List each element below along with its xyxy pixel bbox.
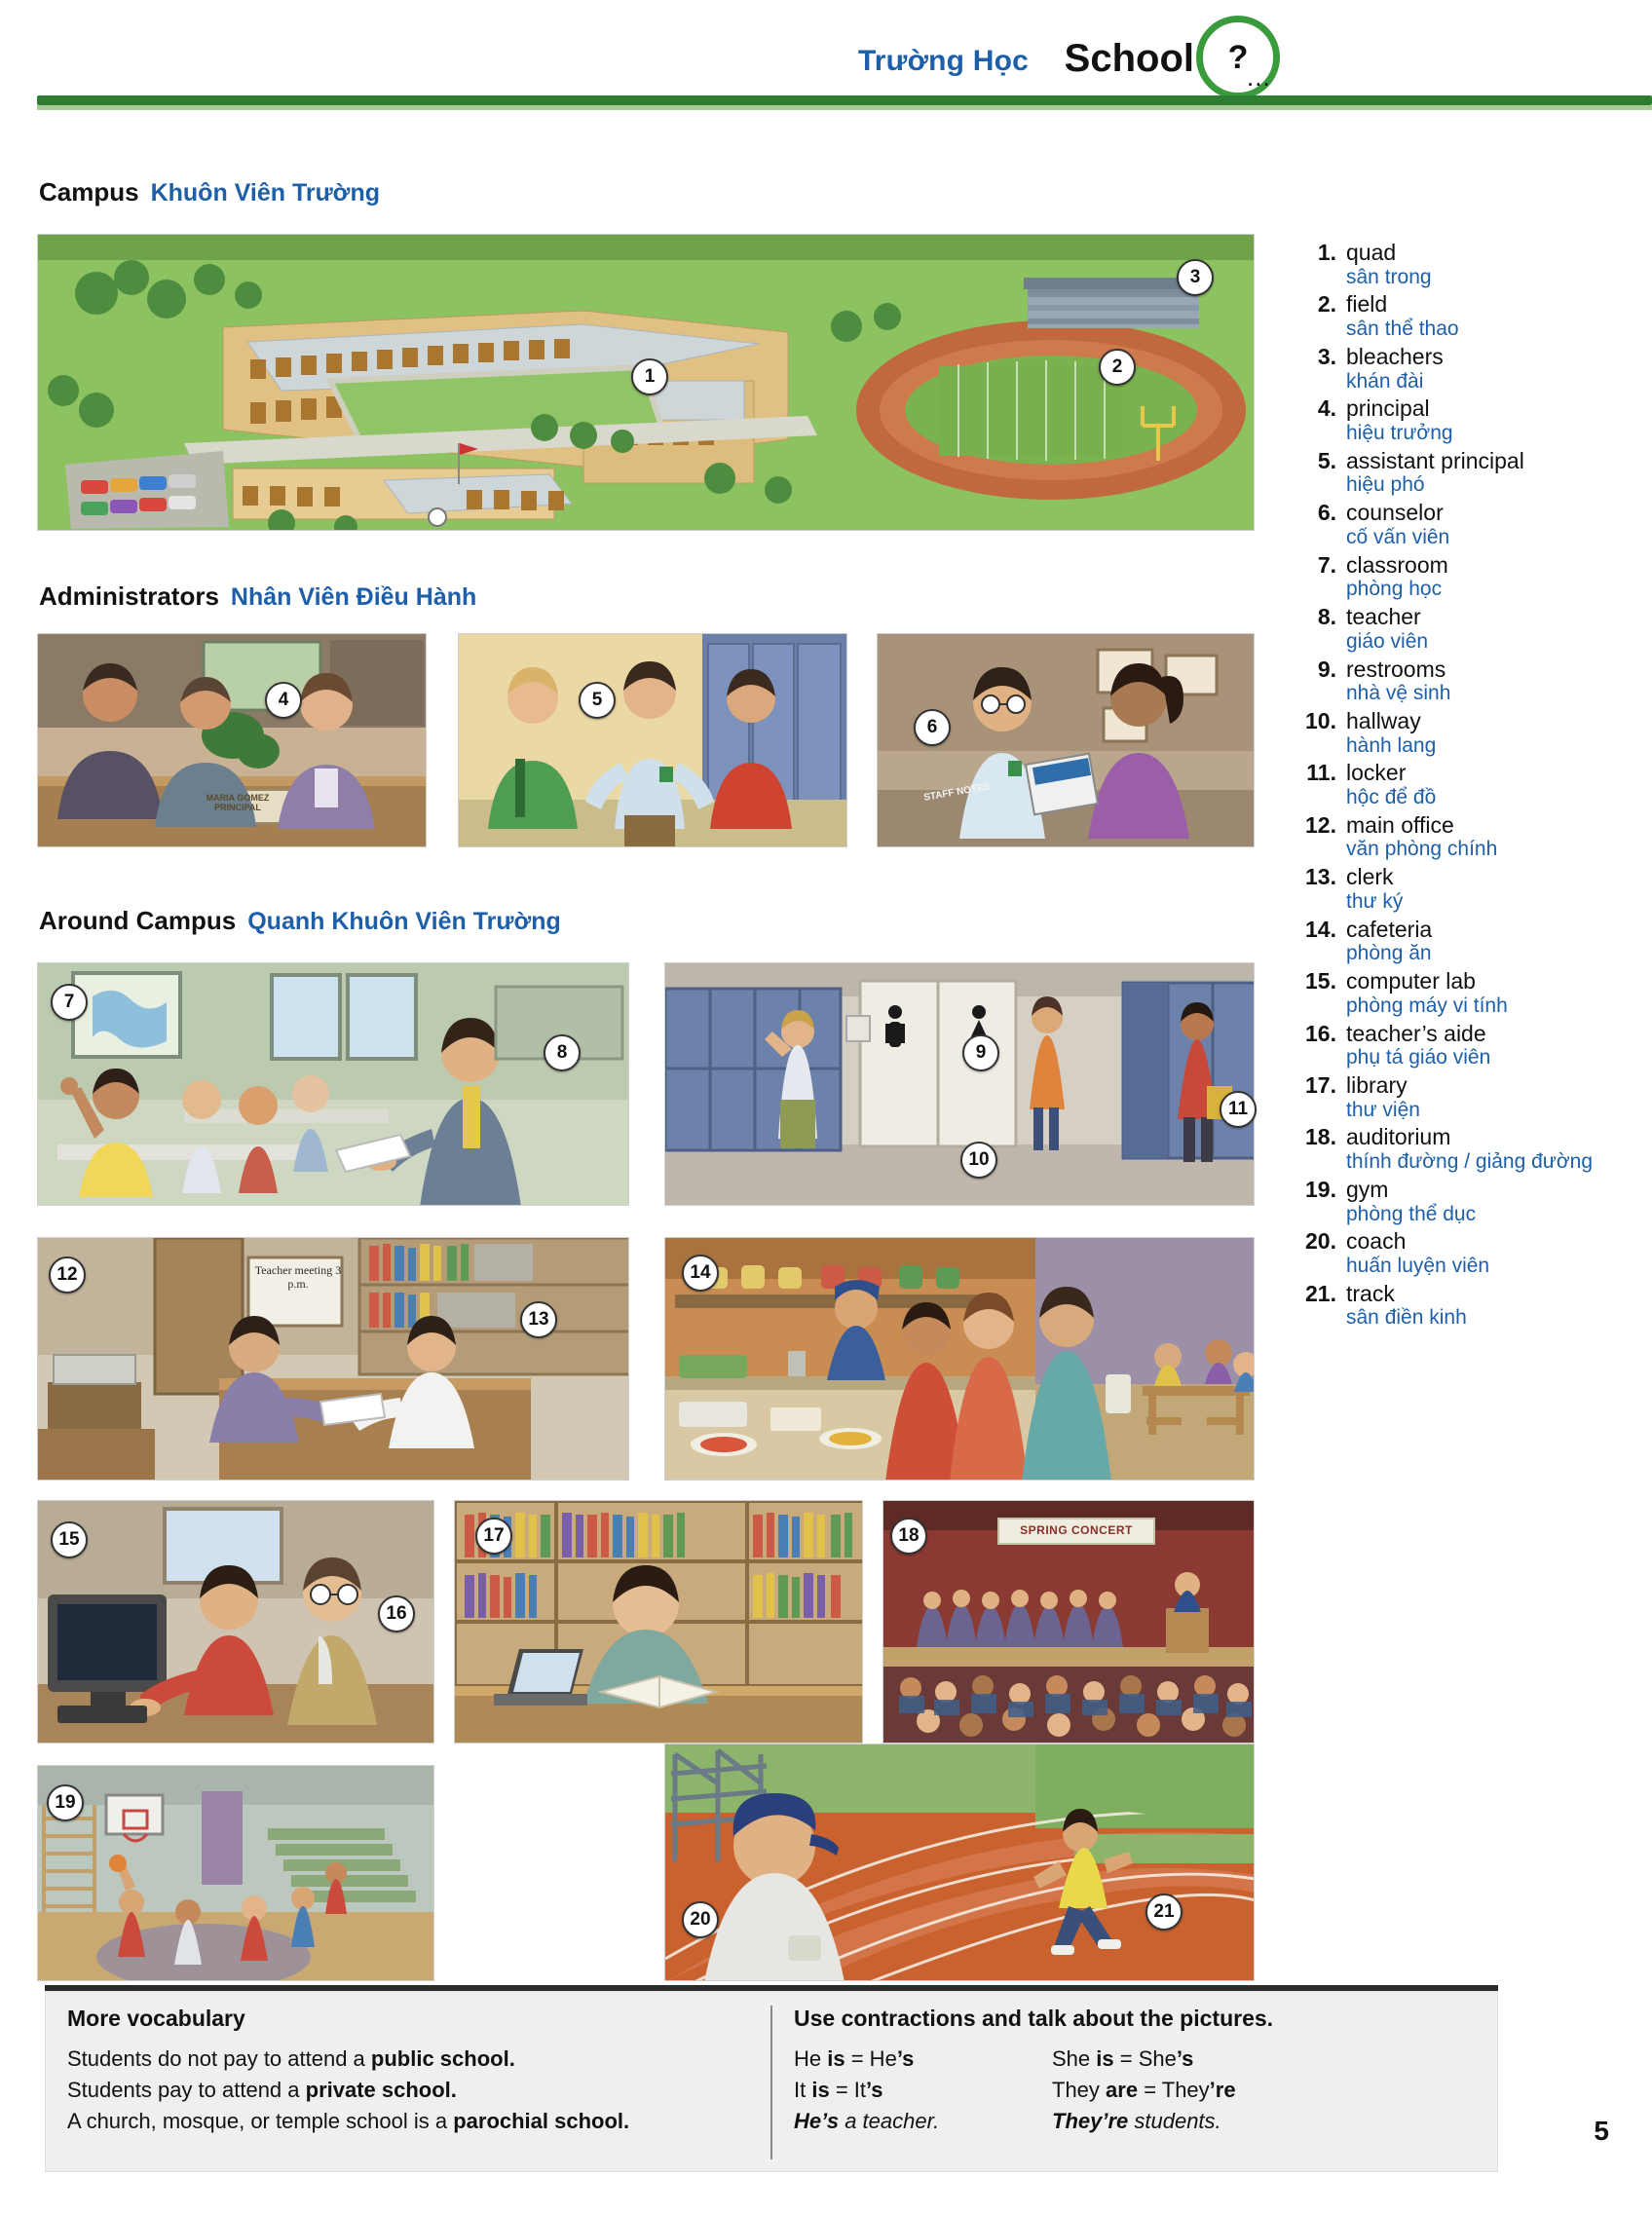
marker-11[interactable]: 11 <box>1220 1091 1257 1128</box>
illustration-hallway-restrooms-lockers <box>664 962 1255 1206</box>
word-list-item <box>1305 448 1597 498</box>
word-number: 12. <box>1305 811 1336 838</box>
marker-3[interactable]: 3 <box>1177 259 1214 296</box>
word-number: 18. <box>1305 1124 1336 1150</box>
word-en: computer lab <box>1346 968 1476 994</box>
contraction-it <box>794 2075 1052 2106</box>
spring-concert-banner: SPRING CONCERT <box>1020 1523 1133 1537</box>
word-en: locker <box>1346 760 1407 786</box>
word-en: coach <box>1346 1228 1407 1255</box>
contractions-column <box>794 2006 1476 2137</box>
contraction-row <box>794 2075 1476 2106</box>
word-vn: sân thể thao <box>1346 318 1459 341</box>
marker-13[interactable]: 13 <box>520 1301 557 1338</box>
question-mark-icon: ? <box>1227 38 1249 76</box>
word-list-item <box>1305 344 1597 394</box>
word-list-item <box>1305 500 1597 549</box>
c-bold1: are <box>1106 2077 1139 2102</box>
section-heading-administrators <box>39 581 476 612</box>
contraction-he <box>794 2044 1052 2075</box>
illustration-auditorium <box>882 1500 1255 1744</box>
contractions-title: Use contractions and talk about the pictures. <box>794 2006 1274 2031</box>
page-number: 5 <box>1594 2116 1609 2146</box>
page-header <box>0 0 1652 117</box>
illustration-library <box>454 1500 863 1744</box>
c-pre: They <box>1052 2077 1107 2102</box>
word-en: counselor <box>1346 500 1444 526</box>
c-pre: It <box>794 2077 812 2102</box>
word-vn: cố vấn viên <box>1346 525 1450 548</box>
word-en: clerk <box>1346 864 1394 890</box>
ellipsis-icon: ... <box>1247 62 1271 92</box>
more-vocabulary-line <box>67 2106 749 2137</box>
marker-2[interactable]: 2 <box>1099 349 1136 386</box>
contraction-she <box>1052 2044 1193 2075</box>
marker-16[interactable]: 16 <box>378 1595 415 1632</box>
word-list-item <box>1305 1124 1597 1174</box>
word-vn: phụ tá giáo viên <box>1346 1046 1491 1069</box>
illustration-gym <box>37 1765 434 1981</box>
help-bubble[interactable] <box>1196 16 1290 99</box>
word-en: hallway <box>1346 707 1421 733</box>
word-en: classroom <box>1346 551 1448 578</box>
more-vocabulary-column <box>67 2006 749 2137</box>
word-number: 15. <box>1305 968 1336 994</box>
example-rest: a teacher. <box>839 2108 940 2133</box>
section-heading-around-campus <box>39 906 561 936</box>
marker-18[interactable]: 18 <box>890 1518 927 1555</box>
word-number: 3. <box>1317 343 1336 369</box>
page-title-english: School <box>1064 37 1194 80</box>
section-heading-administrators-en: Administrators <box>39 581 219 611</box>
contraction-row <box>794 2044 1476 2075</box>
word-en: gym <box>1346 1176 1389 1202</box>
word-en: teacher <box>1346 604 1421 630</box>
footer-column-divider <box>770 2006 772 2159</box>
footer-box <box>45 1991 1498 2172</box>
marker-4[interactable]: 4 <box>265 682 302 719</box>
word-vn: phòng thể dục <box>1346 1202 1477 1225</box>
word-number: 6. <box>1317 500 1336 526</box>
example-he <box>794 2106 1052 2137</box>
word-en: restrooms <box>1346 656 1446 682</box>
word-vn: nhà vệ sinh <box>1346 682 1451 705</box>
marker-17[interactable]: 17 <box>475 1518 512 1555</box>
more-vocabulary-line <box>67 2044 749 2075</box>
word-list-item <box>1305 552 1597 602</box>
section-heading-around-campus-en: Around Campus <box>39 906 237 935</box>
marker-8[interactable]: 8 <box>544 1034 581 1071</box>
word-list-item <box>1305 760 1597 809</box>
word-list-item <box>1305 1021 1597 1070</box>
illustration-classroom <box>37 962 629 1206</box>
marker-9[interactable]: 9 <box>962 1034 999 1071</box>
line-bold: private school. <box>305 2077 457 2102</box>
marker-12[interactable]: 12 <box>49 1257 86 1294</box>
word-list-item <box>1305 1228 1597 1278</box>
word-en: track <box>1346 1280 1395 1306</box>
word-number: 1. <box>1317 240 1336 265</box>
word-vn: khán đài <box>1346 369 1424 393</box>
line-bold: public school. <box>370 2046 515 2071</box>
header-divider <box>37 95 1652 105</box>
word-vn: sân điền kinh <box>1346 1306 1467 1330</box>
word-number: 4. <box>1317 395 1336 422</box>
marker-20[interactable]: 20 <box>682 1901 719 1938</box>
word-en: bleachers <box>1346 343 1444 369</box>
marker-1[interactable]: 1 <box>631 358 668 395</box>
c-bold1: is <box>827 2046 845 2071</box>
word-vn: hiệu trưởng <box>1346 421 1453 444</box>
illustration-track-coach <box>664 1744 1255 1981</box>
c-bold1: is <box>811 2077 830 2102</box>
word-number: 13. <box>1305 864 1336 890</box>
word-list-item <box>1305 1072 1597 1122</box>
marker-15[interactable]: 15 <box>51 1521 88 1558</box>
section-heading-administrators-vn: Nhân Viên Điều Hành <box>230 583 477 611</box>
line-bold: parochial school. <box>453 2108 630 2133</box>
line-text: A church, mosque, or temple school is a <box>67 2108 454 2133</box>
word-number: 14. <box>1305 916 1336 942</box>
staff-notes-label: STAFF NOTES <box>922 781 992 804</box>
word-en: assistant principal <box>1346 447 1524 473</box>
word-vn: hiệu phó <box>1346 473 1425 497</box>
word-list-item <box>1305 968 1597 1018</box>
c-pre: He <box>794 2046 828 2071</box>
word-number: 7. <box>1317 551 1336 578</box>
word-number: 5. <box>1317 447 1336 473</box>
c-mid: = It <box>829 2077 866 2102</box>
c-bold1: is <box>1096 2046 1114 2071</box>
word-vn: văn phòng chính <box>1346 838 1498 861</box>
word-list-item <box>1305 395 1597 445</box>
c-pre: She <box>1052 2046 1097 2071</box>
marker-14[interactable]: 14 <box>682 1255 719 1292</box>
word-vn: thư ký <box>1346 889 1404 913</box>
word-vn: phòng học <box>1346 578 1443 601</box>
word-number: 17. <box>1305 1072 1336 1098</box>
word-list-item <box>1305 656 1597 706</box>
word-number: 16. <box>1305 1020 1336 1046</box>
word-list-item <box>1305 864 1597 914</box>
vocabulary-word-list <box>1305 240 1597 1332</box>
section-heading-campus-en: Campus <box>39 177 139 206</box>
marker-10[interactable]: 10 <box>960 1142 997 1179</box>
word-vn: hộc để đồ <box>1346 786 1437 809</box>
word-en: library <box>1346 1072 1408 1098</box>
word-number: 11. <box>1306 760 1336 786</box>
c-bold2: ’s <box>896 2046 915 2071</box>
header-divider-secondary <box>37 105 1652 110</box>
word-list-item <box>1305 291 1597 341</box>
line-text: Students pay to attend a <box>67 2077 306 2102</box>
word-list-item <box>1305 1177 1597 1226</box>
word-number: 21. <box>1305 1280 1336 1306</box>
teacher-meeting-note: Teacher meeting 3 p.m. <box>254 1263 342 1292</box>
marker-6[interactable]: 6 <box>914 709 951 746</box>
marker-21[interactable]: 21 <box>1145 1894 1183 1931</box>
nameplate-text: MARIA GOMEZ PRINCIPAL <box>206 793 270 813</box>
word-number: 20. <box>1305 1228 1336 1255</box>
illustration-assistant-principal-hallway <box>458 633 847 847</box>
illustration-principal-office <box>37 633 427 847</box>
word-vn: phòng máy vi tính <box>1346 994 1508 1017</box>
illustration-main-office <box>37 1237 629 1481</box>
word-number: 8. <box>1317 604 1336 630</box>
c-bold2: ’re <box>1209 2077 1236 2102</box>
example-row <box>794 2106 1476 2137</box>
word-vn: giáo viên <box>1346 629 1429 653</box>
line-text: Students do not pay to attend a <box>67 2046 371 2071</box>
word-en: main office <box>1346 811 1454 838</box>
more-vocabulary-title: More vocabulary <box>67 2006 245 2031</box>
word-en: cafeteria <box>1346 916 1433 942</box>
word-en: teacher’s aide <box>1346 1020 1486 1046</box>
word-number: 9. <box>1317 656 1336 682</box>
word-en: field <box>1346 291 1388 318</box>
c-mid: = She <box>1113 2046 1177 2071</box>
example-they <box>1052 2106 1221 2137</box>
word-vn: thính đường / giảng đường <box>1346 1150 1593 1174</box>
word-list-item <box>1305 240 1597 289</box>
more-vocabulary-line <box>67 2075 749 2106</box>
c-bold2: ’s <box>1176 2046 1194 2071</box>
illustration-computer-lab <box>37 1500 434 1744</box>
c-mid: = He <box>845 2046 897 2071</box>
word-vn: sân trong <box>1346 265 1432 288</box>
marker-19[interactable]: 19 <box>47 1784 84 1821</box>
section-heading-campus-vn: Khuôn Viên Trường <box>150 179 380 206</box>
section-heading-around-campus-vn: Quanh Khuôn Viên Trường <box>247 908 561 935</box>
word-number: 19. <box>1305 1176 1336 1202</box>
example-bold: He’s <box>794 2108 840 2133</box>
word-list-item <box>1305 812 1597 862</box>
page-title-vietnamese: Trường Học <box>857 45 1029 77</box>
word-en: quad <box>1346 240 1397 265</box>
word-vn: huấn luyện viên <box>1346 1254 1490 1277</box>
word-list-item <box>1305 1281 1597 1331</box>
illustration-cafeteria <box>664 1237 1255 1481</box>
word-vn: hành lang <box>1346 733 1437 757</box>
word-number: 10. <box>1305 707 1336 733</box>
c-mid: = They <box>1138 2077 1210 2102</box>
example-bold: They’re <box>1052 2108 1129 2133</box>
section-heading-campus <box>39 177 380 207</box>
word-list-item <box>1305 708 1597 758</box>
contraction-they <box>1052 2075 1236 2106</box>
marker-5[interactable]: 5 <box>579 682 616 719</box>
word-en: auditorium <box>1346 1124 1451 1150</box>
word-vn: thư viện <box>1346 1098 1420 1121</box>
word-en: principal <box>1346 395 1430 422</box>
c-bold2: ’s <box>866 2077 883 2102</box>
marker-7[interactable]: 7 <box>51 984 88 1021</box>
word-number: 2. <box>1317 291 1336 318</box>
word-list-item <box>1305 917 1597 966</box>
word-list-item <box>1305 604 1597 654</box>
example-rest: students. <box>1128 2108 1221 2133</box>
word-vn: phòng ăn <box>1346 942 1432 965</box>
